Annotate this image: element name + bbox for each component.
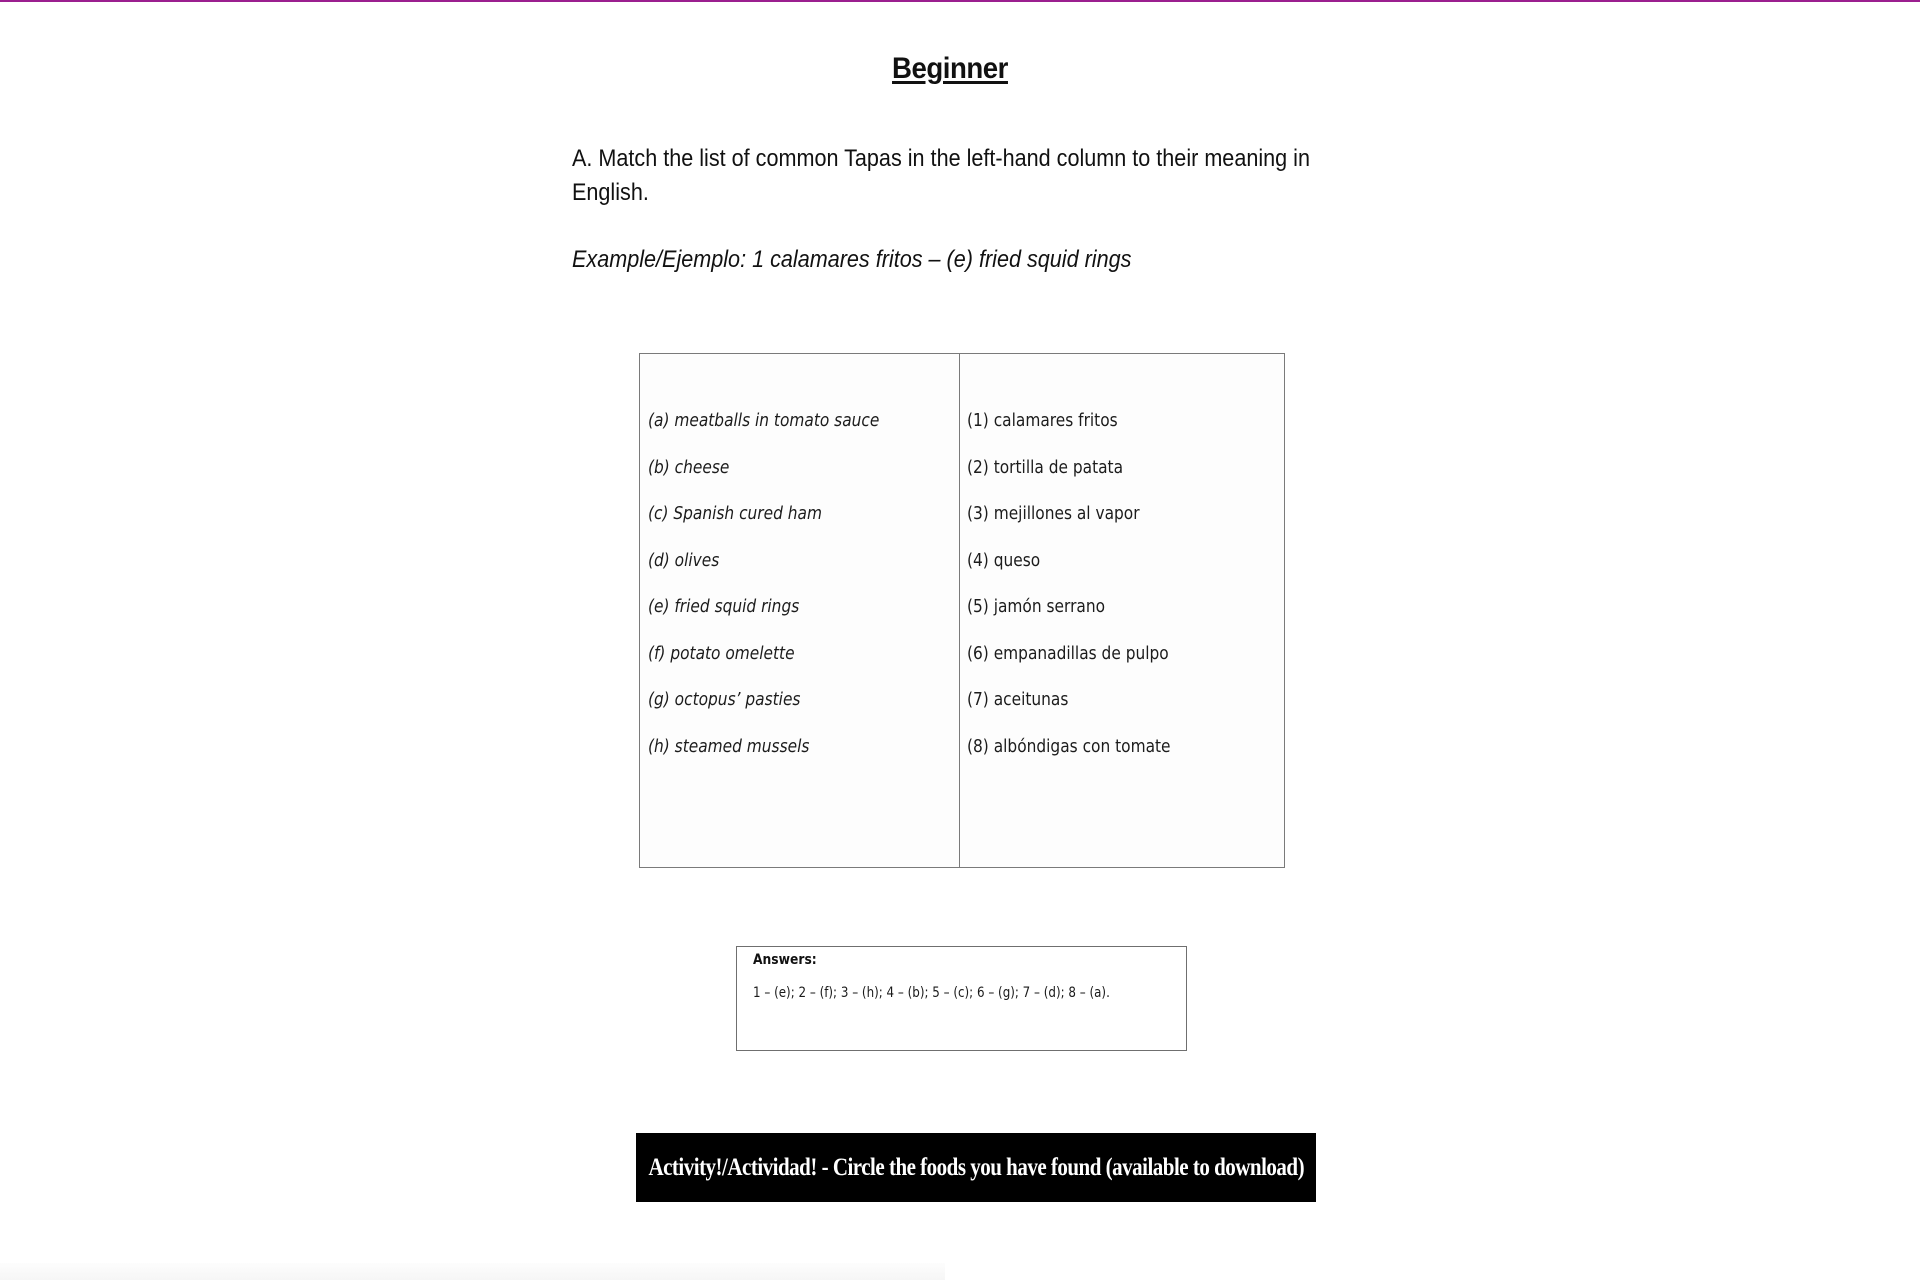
activity-download-banner[interactable] — [636, 1133, 1316, 1202]
top-accent-rule — [0, 0, 1920, 2]
meaning-item: (a) meatballs in tomato sauce — [648, 411, 880, 431]
meaning-item: (d) olives — [648, 550, 720, 571]
meaning-item: (h) steamed mussels — [648, 736, 810, 757]
meaning-item: (f) potato omelette — [648, 643, 795, 664]
activity-banner-label: Activity!/Actividad! - Circle the foods you have found (available to download) — [648, 1153, 1304, 1181]
answers-label: Answers: — [753, 952, 817, 968]
page-title: Beginner — [892, 52, 1008, 85]
answers-box — [736, 946, 1187, 1051]
tapa-item: (2) tortilla de patata — [967, 457, 1124, 478]
spanish-tapas-column — [960, 354, 1284, 867]
matching-table — [639, 353, 1285, 868]
english-meanings-column — [640, 354, 960, 867]
tapa-item: (7) aceitunas — [967, 690, 1069, 710]
meaning-item: (b) cheese — [648, 457, 730, 478]
tapa-item: (5) jamón serrano — [967, 597, 1106, 617]
tapa-item: (8) albóndigas con tomate — [967, 736, 1171, 757]
answers-text: 1 – (e); 2 – (f); 3 – (h); 4 – (b); 5 – (c); 6 – (g); 7 – (d); 8 – (a). — [753, 985, 1110, 1001]
tapa-item: (3) mejillones al vapor — [967, 504, 1140, 524]
meaning-item: (c) Spanish cured ham — [648, 504, 822, 524]
tapa-item: (1) calamares fritos — [967, 411, 1118, 431]
tapa-item: (4) queso — [967, 550, 1041, 571]
exercise-example: Example/Ejemplo: 1 calamares fritos – (e) fried squid rings — [572, 246, 1132, 273]
tapa-item: (6) empanadillas de pulpo — [967, 643, 1169, 664]
exercise-instruction: A. Match the list of common Tapas in the left-hand column to their meaning in English. — [572, 145, 1310, 206]
meaning-item: (e) fried squid rings — [648, 597, 800, 617]
bottom-shadow-strip — [0, 1263, 945, 1280]
meaning-item: (g) octopus’ pasties — [648, 690, 801, 710]
